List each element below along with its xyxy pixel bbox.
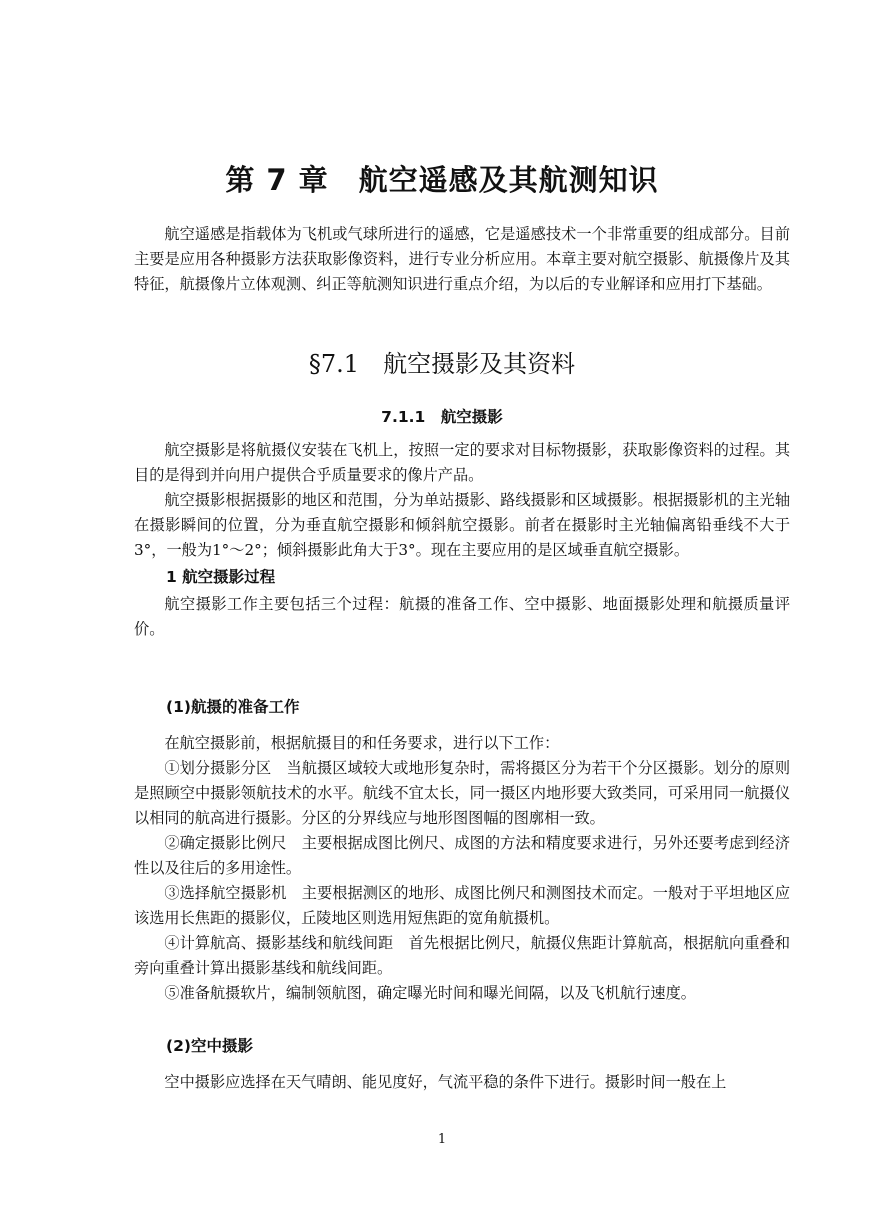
paragraph: 空中摄影应选择在天气晴朗、能见度好，气流平稳的条件下进行。摄影时间一般在上 [164,1073,727,1091]
paragraph: 航空摄影是将航摄仪安装在飞机上，按照一定的要求对目标物摄影，获取影像资料的过程。其目的是得到并向用户提供合乎质量要求的像片产品。 [134,441,790,484]
paragraph: ③选择航空摄影机 主要根据测区的地形、成图比例尺和测图技术而定。一般对于平坦地区应该选用长焦距的摄影仪，丘陵地区则选用短焦距的宽角航摄机。 [134,884,790,927]
page-number: 1 [437,1132,447,1147]
paragraph: ④计算航高、摄影基线和航线间距 首先根据比例尺，航摄仪焦距计算航高，根据航向重叠和旁向重叠计算出摄影基线和航线间距。 [134,934,790,977]
section-title: §7.1 航空摄影及其资料 [308,350,576,378]
paragraph: 航空摄影根据摄影的地区和范围，分为单站摄影、路线摄影和区域摄影。根据摄影机的主光轴在摄影瞬间的位置，分为垂直航空摄影和倾斜航空摄影。前者在摄影时主光轴偏离铅垂线不大于 3°，一般为1°～2°；倾斜摄影此角大于3°。现在主要应用的是区域垂直航空摄影。 [134,491,790,559]
paragraph: ②确定摄影比例尺 主要根据成图比例尺、成图的方法和精度要求进行，另外还要考虑到经济性以及往后的多用途性。 [134,834,790,877]
body-block-1 [134,438,790,642]
heading-preparation: (1)航摄的准备工作 [166,698,300,716]
intro-paragraph: 航空遥感是指载体为飞机或气球所进行的遥感，它是遥感技术一个非常重要的组成部分。目前主要是应用各种摄影方法获取影像资料，进行专业分析应用。本章主要对航空摄影、航摄像片及其特征，航摄像片立体观测、纠正等航测知识进行重点介绍，为以后的专业解译和应用打下基础。 [134,225,790,293]
body-block-2 [134,695,790,1006]
chapter-title: 第 7 章 航空遥感及其航测知识 [225,163,659,197]
paragraph: ⑤准备航摄软片，编制领航图，确定曝光时间和曝光间隔，以及飞机航行速度。 [164,984,696,1002]
heading-aerial: (2)空中摄影 [166,1037,253,1055]
paragraph: 航空摄影工作主要包括三个过程：航摄的准备工作、空中摄影、地面摄影处理和航摄质量评价。 [134,595,790,638]
intro-block [134,222,790,297]
paragraph: 在航空摄影前，根据航摄目的和任务要求，进行以下工作： [164,734,560,752]
paragraph: ①划分摄影分区 当航摄区域较大或地形复杂时，需将摄区分为若干个分区摄影。划分的原则是照顾空中摄影领航技术的水平。航线不宜太长，同一摄区内地形要大致类同，可采用同一航摄仪以相同的航高进行摄影。分区的分界线应与地形图图幅的图廓相一致。 [134,759,790,827]
body-block-3 [134,1034,790,1095]
subsection-title: 7.1.1 航空摄影 [381,408,503,426]
heading-process: 1 航空摄影过程 [166,568,276,586]
